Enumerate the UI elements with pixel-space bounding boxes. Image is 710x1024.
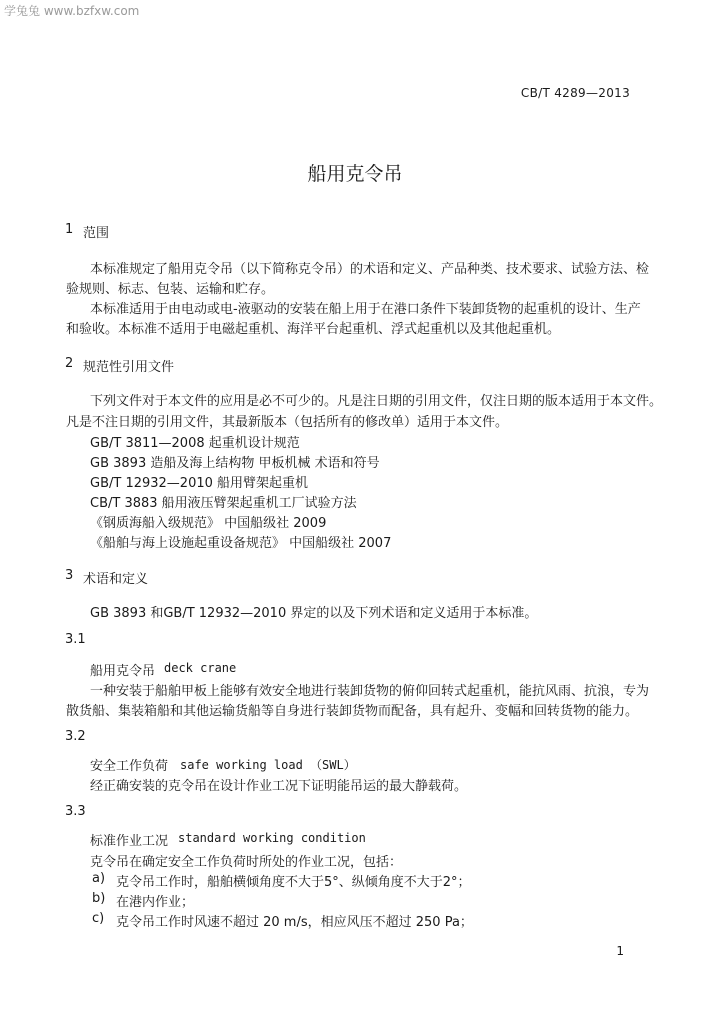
section-1-para2-line1: 本标准适用于由电动或电-液驱动的安装在船上用于在港口条件下装卸货物的起重机的设计、生产 xyxy=(90,302,641,317)
section-2-heading: 规范性引用文件 xyxy=(83,360,175,375)
reference-item: 《船舶与海上设施起重设备规范》 中国船级社 2007 xyxy=(90,536,392,551)
term-3-1-en: deck crane xyxy=(164,661,237,675)
section-1-para1-line1: 本标准规定了船用克令吊（以下简称克令吊）的术语和定义、产品种类、技术要求、试验方法、检 xyxy=(90,262,650,277)
list-item-text: 克令吊工作时风速不超过 20 m/s，相应风压不超过 250 Pa； xyxy=(116,915,473,930)
reference-item: CB/T 3883 船用液压臂架起重机工厂试验方法 xyxy=(90,496,357,511)
reference-item: 《钢质海船入级规范》 中国船级社 2009 xyxy=(90,516,327,531)
page-title: 船用克令吊 xyxy=(307,163,403,185)
term-3-3-number: 3.3 xyxy=(65,804,86,819)
list-item-text: 在港内作业； xyxy=(116,895,195,910)
reference-item: GB/T 3811—2008 起重机设计规范 xyxy=(90,436,300,451)
section-1-number: 1 xyxy=(65,222,74,237)
term-3-1-def-line1: 一种安装于船舶甲板上能够有效安全地进行装卸货物的俯仰回转式起重机，能抗风雨、抗浪，专为 xyxy=(90,684,650,699)
section-2-number: 2 xyxy=(65,356,74,371)
term-3-3-def-line1: 克令吊在确定安全工作负荷时所处的作业工况，包括： xyxy=(90,855,403,870)
standard-code: CB/T 4289—2013 xyxy=(520,86,630,100)
section-2-intro-line1: 下列文件对于本文件的应用是必不可少的。凡是注日期的引用文件，仅注日期的版本适用于本文件。 xyxy=(90,394,663,409)
term-3-2-number: 3.2 xyxy=(65,729,86,744)
term-3-1-cn: 船用克令吊 xyxy=(90,664,156,679)
list-item-label: a) xyxy=(92,871,106,886)
term-3-2-en: safe working load （SWL） xyxy=(180,758,356,772)
section-1-heading: 范围 xyxy=(83,226,110,241)
term-3-3-cn: 标准作业工况 xyxy=(90,834,169,849)
section-1-para2-line2: 和验收。本标准不适用于电磁起重机、海洋平台起重机、浮式起重机以及其他起重机。 xyxy=(66,322,561,337)
term-3-1-number: 3.1 xyxy=(65,632,86,647)
reference-item: GB 3893 造船及海上结构物 甲板机械 术语和符号 xyxy=(90,456,380,471)
term-3-2-cn: 安全工作负荷 xyxy=(90,759,169,774)
watermark: 学兔兔 www.bzfxw.com xyxy=(4,4,140,18)
term-3-1-def-line2: 散货船、集装箱船和其他运输货船等自身进行装卸货物而配备，具有起升、变幅和回转货物的能力。 xyxy=(66,704,639,719)
section-2-intro-line2: 凡是不注日期的引用文件，其最新版本（包括所有的修改单）适用于本文件。 xyxy=(66,415,509,430)
section-3-intro: GB 3893 和GB/T 12932—2010 界定的以及下列术语和定义适用于本标准。 xyxy=(90,606,538,621)
section-3-heading: 术语和定义 xyxy=(83,572,149,587)
section-1-para1-line2: 验规则、标志、包装、运输和贮存。 xyxy=(66,282,275,297)
page-number: 1 xyxy=(616,944,624,958)
list-item-label: b) xyxy=(92,891,106,906)
section-3-number: 3 xyxy=(65,568,74,583)
term-3-2-def-line1: 经正确安装的克令吊在设计作业工况下证明能吊运的最大静载荷。 xyxy=(90,779,468,794)
reference-item: GB/T 12932—2010 船用臂架起重机 xyxy=(90,476,309,491)
term-3-3-en: standard working condition xyxy=(178,831,366,845)
list-item-text: 克令吊工作时，船舶横倾角度不大于5°、纵倾角度不大于2°； xyxy=(116,875,471,890)
list-item-label: c) xyxy=(92,911,105,926)
